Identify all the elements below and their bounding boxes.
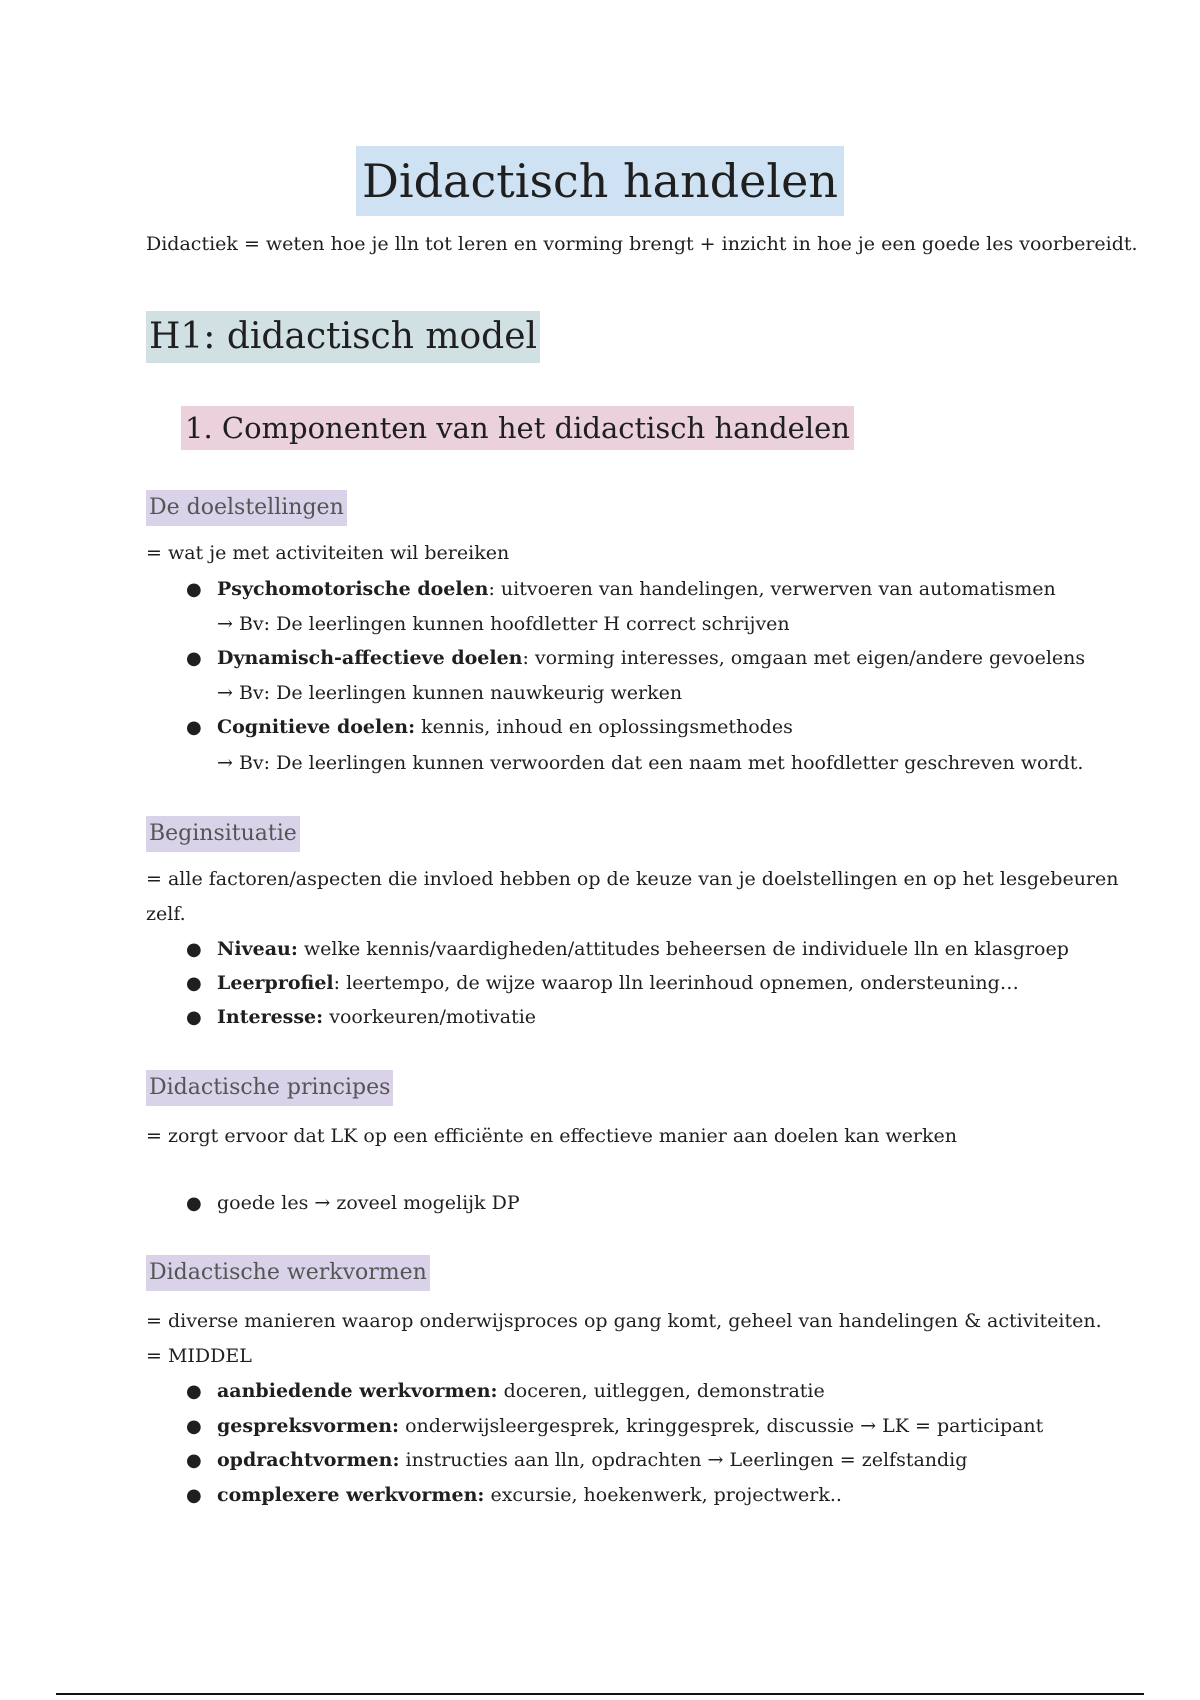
- list-item: [217, 1447, 967, 1473]
- list-item: [217, 1413, 1043, 1439]
- bullet-icon: ●: [186, 1485, 202, 1506]
- werkvormen-definition-cont: = MIDDEL: [146, 1345, 252, 1367]
- beginsituatie-definition-cont: zelf.: [146, 903, 186, 925]
- bullet-icon: ●: [186, 973, 202, 994]
- list-item-example: → Bv: De leerlingen kunnen nauwkeurig werken: [217, 682, 683, 704]
- list-item-example: → Bv: De leerlingen kunnen hoofdletter H correct schrijven: [217, 613, 790, 635]
- page-bottom-divider: [56, 1693, 1144, 1695]
- list-item-text: welke kennis/vaardigheden/attitudes beheersen de individuele lln en klasgroep: [297, 938, 1069, 960]
- list-item-text: kennis, inhoud en oplossingsmethodes: [415, 716, 793, 738]
- list-item: [217, 645, 1085, 671]
- bullet-icon: ●: [186, 1450, 202, 1471]
- list-item-text: : vorming interesses, omgaan met eigen/andere gevoelens: [522, 647, 1086, 669]
- bullet-icon: ●: [186, 1416, 202, 1437]
- bullet-icon: ●: [186, 1193, 202, 1214]
- list-item-term: opdrachtvormen:: [217, 1449, 400, 1471]
- list-item-text: : leertempo, de wijze waarop lln leerinhoud opnemen, ondersteuning…: [333, 972, 1019, 994]
- bullet-icon: ●: [186, 1007, 202, 1028]
- list-item-term: Leerprofiel: [217, 972, 334, 994]
- list-item-term: complexere werkvormen:: [217, 1484, 485, 1506]
- bullet-icon: ●: [186, 1381, 202, 1402]
- intro-text: Didactiek = weten hoe je lln tot leren en vorming brengt + inzicht in hoe je een goede les voorbereidt.: [146, 233, 1138, 255]
- list-item-term: gespreksvormen:: [217, 1415, 400, 1437]
- bullet-icon: ●: [186, 939, 202, 960]
- list-item: [217, 576, 1056, 602]
- list-item-text: instructies aan lln, opdrachten → Leerlingen = zelfstandig: [399, 1449, 968, 1471]
- list-item-text: goede les → zoveel mogelijk DP: [217, 1192, 520, 1214]
- list-item: [217, 1482, 842, 1508]
- bullet-icon: ●: [186, 579, 202, 600]
- doelstellingen-definition: = wat je met activiteiten wil bereiken: [146, 542, 510, 564]
- page-title: Didactisch handelen: [356, 146, 844, 216]
- principes-heading: Didactische principes: [146, 1070, 393, 1106]
- doelstellingen-heading: De doelstellingen: [146, 490, 347, 526]
- werkvormen-definition: = diverse manieren waarop onderwijsproces op gang komt, geheel van handelingen & activiteiten.: [146, 1310, 1102, 1332]
- list-item-text: excursie, hoekenwerk, projectwerk..: [484, 1484, 842, 1506]
- list-item: [217, 1004, 536, 1030]
- list-item-text: voorkeuren/motivatie: [323, 1006, 537, 1028]
- list-item-example: → Bv: De leerlingen kunnen verwoorden dat een naam met hoofdletter geschreven wordt.: [217, 752, 1084, 774]
- list-item-term: Interesse:: [217, 1006, 324, 1028]
- list-item-term: Psychomotorische doelen: [217, 578, 489, 600]
- list-item-text: doceren, uitleggen, demonstratie: [497, 1380, 825, 1402]
- bullet-icon: ●: [186, 717, 202, 738]
- title-wrap: [0, 146, 1200, 216]
- principes-definition: = zorgt ervoor dat LK op een efficiënte en effectieve manier aan doelen kan werken: [146, 1125, 957, 1147]
- list-item-text: onderwijsleergesprek, kringgesprek, discussie → LK = participant: [399, 1415, 1044, 1437]
- list-item: [217, 714, 793, 740]
- list-item-term: Dynamisch-affectieve doelen: [217, 647, 523, 669]
- beginsituatie-heading: Beginsituatie: [146, 816, 300, 852]
- list-item: [217, 1190, 520, 1216]
- chapter-heading: H1: didactisch model: [146, 311, 540, 363]
- werkvormen-heading: Didactische werkvormen: [146, 1255, 430, 1291]
- list-item: [217, 1378, 825, 1404]
- list-item: [217, 970, 1019, 996]
- list-item: [217, 936, 1069, 962]
- section-heading: 1. Componenten van het didactisch handelen: [181, 406, 854, 450]
- list-item-text: : uitvoeren van handelingen, verwerven van automatismen: [488, 578, 1056, 600]
- list-item-term: Cognitieve doelen:: [217, 716, 416, 738]
- bullet-icon: ●: [186, 648, 202, 669]
- list-item-term: aanbiedende werkvormen:: [217, 1380, 498, 1402]
- beginsituatie-definition: = alle factoren/aspecten die invloed hebben op de keuze van je doelstellingen en op het lesgebeuren: [146, 868, 1119, 890]
- list-item-term: Niveau:: [217, 938, 298, 960]
